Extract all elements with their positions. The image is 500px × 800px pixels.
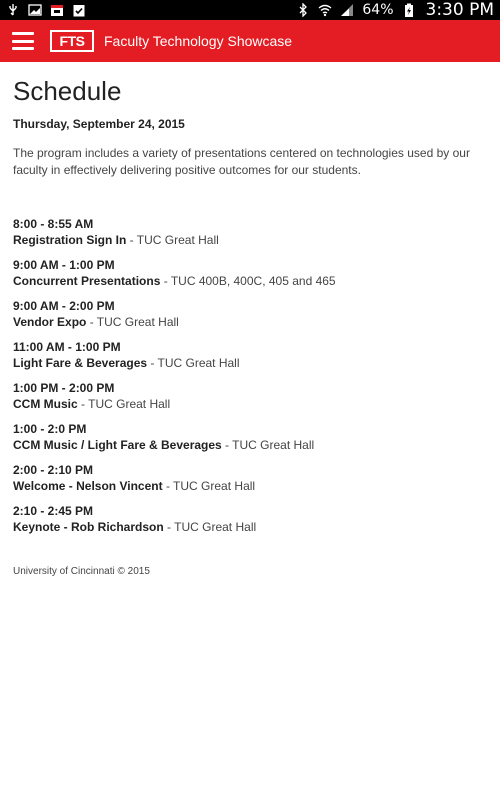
schedule-location: - TUC Great Hall: [221, 438, 315, 452]
schedule-location: - TUC Great Hall: [163, 520, 257, 534]
schedule-name: Registration Sign In: [13, 233, 127, 247]
schedule-location: - TUC Great Hall: [86, 315, 179, 329]
page-title: Schedule: [13, 76, 122, 106]
system-icons: [296, 0, 494, 20]
status-clock: 3:30 PM: [425, 0, 494, 20]
schedule-location: - TUC Great Hall: [77, 397, 171, 411]
schedule-item: [13, 503, 488, 535]
schedule-name: Welcome - Nelson Vincent: [13, 479, 163, 493]
schedule-item: [13, 380, 488, 412]
app-logo[interactable]: FTS: [50, 30, 94, 52]
schedule-list: [13, 216, 488, 535]
footer-copyright: University of Cincinnati © 2015: [13, 566, 150, 577]
schedule-detail: [13, 273, 488, 289]
schedule-detail: [13, 478, 488, 494]
event-date: Thursday, September 24, 2015: [13, 117, 185, 131]
calendar-icon: [50, 3, 64, 17]
main-content: [13, 62, 488, 544]
app-title: Faculty Technology Showcase: [104, 33, 293, 49]
schedule-name: Vendor Expo: [13, 315, 87, 329]
schedule-item: [13, 462, 488, 494]
schedule-item: [13, 257, 488, 289]
schedule-name: Light Fare & Beverages: [13, 356, 148, 370]
schedule-detail: [13, 519, 488, 535]
schedule-name: Keynote - Rob Richardson: [13, 520, 164, 534]
schedule-time: 2:10 - 2:45 PM: [13, 504, 94, 518]
signal-4g-icon: [340, 3, 354, 17]
schedule-detail: [13, 355, 488, 371]
clipboard-check-icon: [72, 3, 86, 17]
schedule-name: CCM Music: [13, 397, 78, 411]
app-bar: [0, 20, 500, 62]
schedule-location: - TUC Great Hall: [147, 356, 240, 370]
schedule-time: 1:00 - 2:0 PM: [13, 422, 87, 436]
battery-percent: 64%: [362, 2, 394, 18]
status-bar: [0, 0, 500, 20]
schedule-detail: [13, 396, 488, 412]
schedule-item: [13, 216, 488, 248]
schedule-detail: [13, 232, 488, 248]
usb-icon: [6, 3, 20, 17]
schedule-time: 2:00 - 2:10 PM: [13, 463, 94, 477]
schedule-location: - TUC Great Hall: [162, 479, 256, 493]
menu-icon[interactable]: [12, 32, 34, 50]
wifi-icon: [318, 3, 332, 17]
battery-charging-icon: [402, 3, 416, 17]
schedule-time: 9:00 AM - 2:00 PM: [13, 299, 115, 313]
schedule-time: 11:00 AM - 1:00 PM: [13, 340, 121, 354]
schedule-name: CCM Music / Light Fare & Beverages: [13, 438, 222, 452]
bluetooth-icon: [296, 3, 310, 17]
schedule-location: - TUC Great Hall: [126, 233, 219, 247]
notification-icons: [6, 3, 86, 17]
schedule-detail: [13, 437, 488, 453]
schedule-time: 1:00 PM - 2:00 PM: [13, 381, 115, 395]
schedule-detail: [13, 314, 488, 330]
schedule-item: [13, 339, 488, 371]
schedule-item: [13, 298, 488, 330]
image-icon: [28, 3, 42, 17]
schedule-location: - TUC 400B, 400C, 405 and 465: [160, 274, 336, 288]
schedule-time: 9:00 AM - 1:00 PM: [13, 258, 115, 272]
intro-text: The program includes a variety of presentations centered on technologies used by our faculty in effectively delivering positive outcomes for our students.: [13, 146, 470, 177]
schedule-time: 8:00 - 8:55 AM: [13, 217, 94, 231]
schedule-item: [13, 421, 488, 453]
schedule-name: Concurrent Presentations: [13, 274, 161, 288]
